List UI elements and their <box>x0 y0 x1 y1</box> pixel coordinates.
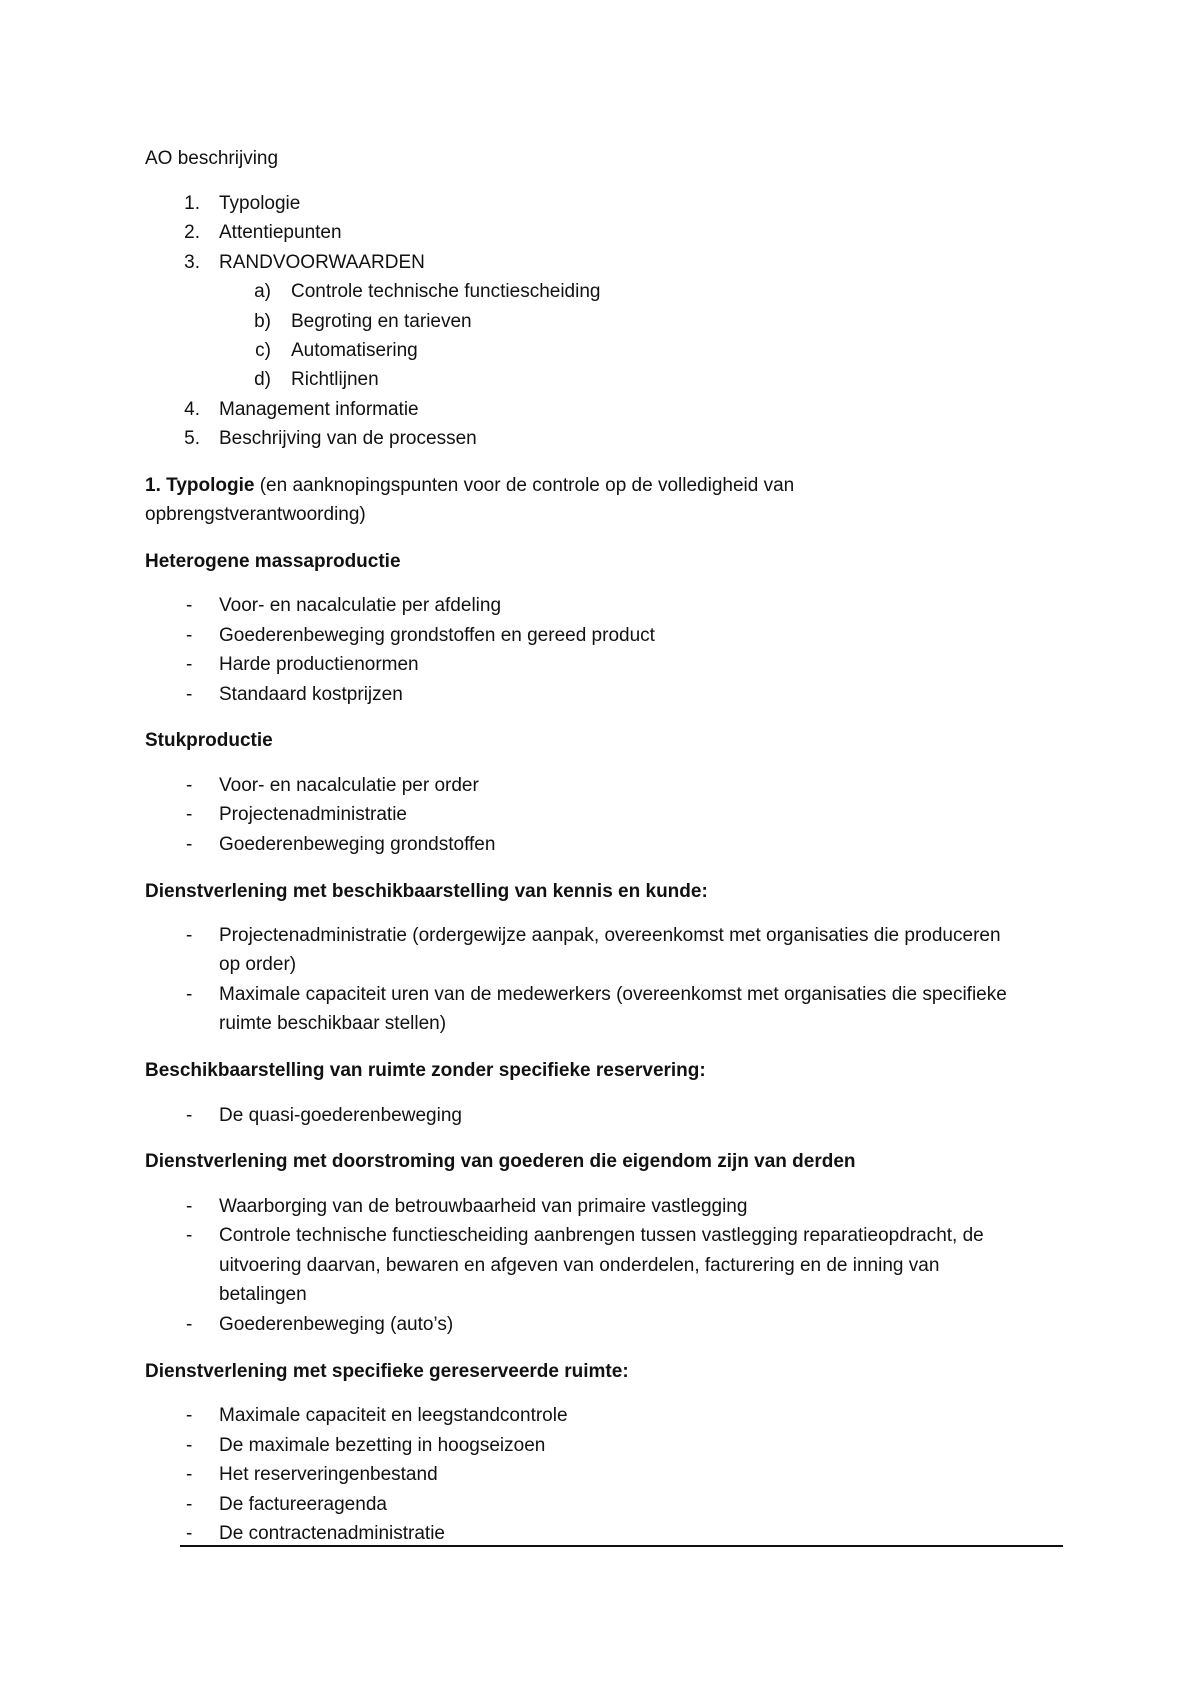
sub-item-label: Automatisering <box>291 340 418 361</box>
horizontal-rule <box>180 1545 1063 1547</box>
group-heading: Heterogene massaproductie <box>145 551 401 572</box>
group-heading: Dienstverlening met specifieke gereserveerde ruimte: <box>145 1361 629 1382</box>
outline-item-label: Typologie <box>219 193 301 214</box>
outline-item-label: RANDVOORWAARDEN <box>219 252 425 273</box>
outline-item-label: Attentiepunten <box>219 222 342 243</box>
document-page: AO beschrijving 1. Typologie 2. Attentiepunten 3. RANDVOORWAARDEN a) Controle technische functiescheiding b) Begroting en tarieven c) Automatisering d) Richtlijnen 4. Management informatie 5. Beschrijving van de processen 1. Typologie (en aanknopingspunten voor de controle op de volledigheid van opbrengstverantwoording) Heterogene massaproductie - Voor- en nacalculatie per afdeling - Goederenbeweging grondstoffen en gereed product - Harde productienormen - Standaard kostprijzen Stukproductie - Voor- en nacalculatie per order - Projectenadministratie - Goederenbeweging grondstoffen Dienstverlening met beschikbaarstelling van kennis en kunde: - Projectenadministratie (ordergewijze aanpak, overeenkomst met organisaties die produceren op order) - Maximale capaciteit uren van de medewerkers (overeenkomst met organisaties die specifieke ruimte beschikbaar stellen) Beschikbaarstelling van ruimte zonder specifieke reservering: - De quasi-goederenbeweging Dienstverlening met doorstroming van goederen die eigendom zijn van derden - Waarborging van de betrouwbaarheid van primaire vastlegging - Controle technische functiescheiding aanbrengen tussen vastlegging reparatieopdracht, de uitvoering daarvan, bewaren en afgeven van onderdelen, facturering en de inning van betalingen - Goederenbeweging (auto’s) Dienstverlening met specifieke gereserveerde ruimte: - Maximale capaciteit en leegstandcontrole - De maximale bezetting in hoogseizoen - Het reserveringenbestand - De factureeragenda - De contractenadministratie <box>0 0 1200 1698</box>
sub-item-label: Richtlijnen <box>291 369 379 390</box>
group-heading: Stukproductie <box>145 730 273 751</box>
section-heading-bold: 1. Typologie <box>145 475 255 496</box>
section-heading-line2: opbrengstverantwoording) <box>145 504 366 525</box>
group-heading: Dienstverlening met beschikbaarstelling van kennis en kunde: <box>145 881 708 902</box>
sub-item-label: Begroting en tarieven <box>291 311 472 332</box>
sub-item-label: Controle technische functiescheiding <box>291 281 601 302</box>
group-heading: Dienstverlening met doorstroming van goederen die eigendom zijn van derden <box>145 1151 856 1172</box>
group-heading: Beschikbaarstelling van ruimte zonder specifieke reservering: <box>145 1060 706 1081</box>
section-heading-rest: (en aanknopingspunten voor de controle op de volledigheid van <box>254 475 795 496</box>
section-heading <box>145 474 794 498</box>
document-title: AO beschrijving <box>145 148 279 169</box>
outline-item-label: Management informatie <box>219 399 419 420</box>
outline-item-label: Beschrijving van de processen <box>219 428 477 449</box>
